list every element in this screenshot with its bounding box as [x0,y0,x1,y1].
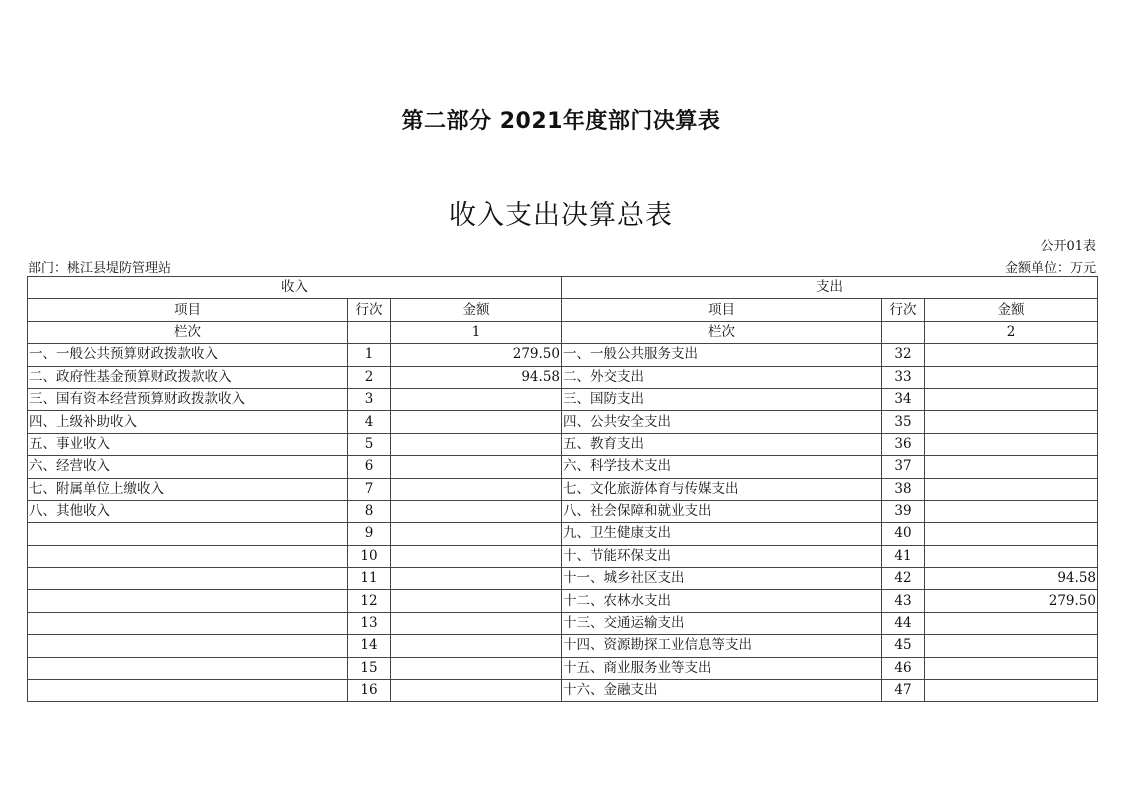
table-row [28,523,1098,545]
expense-item-cell: 十六、金融支出 [562,680,882,702]
expense-item-cell: 十三、交通运输支出 [562,612,882,634]
expense-item-cell: 十二、农林水支出 [562,590,882,612]
income-item-cell [28,680,348,702]
income-line-cell: 14 [348,635,391,657]
expense-amount-cell [925,433,1098,455]
income-amount-cell [391,657,562,679]
income-item-cell [28,657,348,679]
table-sequence-row [28,321,1098,343]
table-row [28,568,1098,590]
income-item-cell: 八、其他收入 [28,500,348,522]
income-line-cell: 9 [348,523,391,545]
expense-amount-cell [925,680,1098,702]
income-amount-cell [391,478,562,500]
income-amount-cell [391,590,562,612]
income-item-cell: 六、经营收入 [28,456,348,478]
expense-amount-cell [925,635,1098,657]
expense-line-cell: 45 [882,635,925,657]
income-item-cell: 七、附属单位上缴收入 [28,478,348,500]
table-section-header-row [28,277,1098,299]
income-line-cell: 10 [348,545,391,567]
table-row [28,411,1098,433]
income-item-cell [28,568,348,590]
table-column-header-row [28,299,1098,321]
table-row [28,478,1098,500]
table-row [28,680,1098,702]
expense-amount-column-header: 金额 [925,299,1098,321]
expense-amount-cell [925,657,1098,679]
table-row [28,657,1098,679]
income-amount-cell: 94.58 [391,366,562,388]
unit-label: 金额单位：万元 [1004,261,1096,276]
expense-sequence-number: 2 [925,321,1098,343]
expense-line-column-header: 行次 [882,299,925,321]
expense-amount-cell [925,411,1098,433]
income-line-cell: 7 [348,478,391,500]
expense-section-header: 支出 [562,277,1098,299]
income-line-cell: 6 [348,456,391,478]
income-amount-cell: 279.50 [391,344,562,366]
expense-item-cell: 十五、商业服务业等支出 [562,657,882,679]
expense-line-cell: 44 [882,612,925,634]
income-item-cell [28,590,348,612]
income-amount-cell [391,545,562,567]
expense-line-cell: 38 [882,478,925,500]
income-line-cell: 11 [348,568,391,590]
table-row [28,545,1098,567]
table-row [28,366,1098,388]
expense-item-cell: 九、卫生健康支出 [562,523,882,545]
expense-amount-cell [925,523,1098,545]
table-row [28,635,1098,657]
table-row [28,456,1098,478]
expense-item-cell: 八、社会保障和就业支出 [562,500,882,522]
income-item-cell: 一、一般公共预算财政拨款收入 [28,344,348,366]
income-section-header: 收入 [28,277,562,299]
expense-amount-cell: 94.58 [925,568,1098,590]
table-row [28,500,1098,522]
income-line-cell: 3 [348,388,391,410]
table-row [28,590,1098,612]
expense-line-cell: 35 [882,411,925,433]
income-line-cell: 8 [348,500,391,522]
expense-line-cell: 42 [882,568,925,590]
income-item-cell [28,612,348,634]
income-amount-cell [391,635,562,657]
table-row [28,433,1098,455]
department-label: 部门：桃江县堤防管理站 [28,261,172,276]
income-sequence-number: 1 [391,321,562,343]
expense-sequence-line-cell [882,321,925,343]
income-item-cell [28,545,348,567]
expense-amount-cell [925,388,1098,410]
table-row [28,344,1098,366]
expense-item-column-header: 项目 [562,299,882,321]
income-amount-cell [391,612,562,634]
expense-amount-cell [925,612,1098,634]
expense-amount-cell: 279.50 [925,590,1098,612]
income-item-cell [28,523,348,545]
expense-line-cell: 40 [882,523,925,545]
expense-item-cell: 十、节能环保支出 [562,545,882,567]
expense-item-cell: 六、科学技术支出 [562,456,882,478]
income-amount-cell [391,411,562,433]
expense-item-cell: 五、教育支出 [562,433,882,455]
income-line-cell: 5 [348,433,391,455]
expense-item-cell: 二、外交支出 [562,366,882,388]
income-line-cell: 12 [348,590,391,612]
income-amount-cell [391,568,562,590]
part-title: 第二部分 2021年度部门决算表 [401,109,721,134]
income-sequence-line-cell [348,321,391,343]
income-line-cell: 13 [348,612,391,634]
expense-line-cell: 37 [882,456,925,478]
income-item-cell: 五、事业收入 [28,433,348,455]
expense-line-cell: 33 [882,366,925,388]
income-line-cell: 4 [348,411,391,433]
expense-item-cell: 十一、城乡社区支出 [562,568,882,590]
income-line-cell: 2 [348,366,391,388]
income-item-cell: 二、政府性基金预算财政拨款收入 [28,366,348,388]
expense-amount-cell [925,344,1098,366]
expense-line-cell: 43 [882,590,925,612]
income-amount-cell [391,388,562,410]
expense-line-cell: 46 [882,657,925,679]
expense-item-cell: 七、文化旅游体育与传媒支出 [562,478,882,500]
expense-amount-cell [925,500,1098,522]
income-item-cell [28,635,348,657]
form-code: 公开01表 [1040,239,1096,254]
income-expense-table [27,276,1098,702]
expense-item-cell: 十四、资源勘探工业信息等支出 [562,635,882,657]
expense-amount-cell [925,478,1098,500]
income-amount-cell [391,433,562,455]
income-amount-cell [391,500,562,522]
expense-line-cell: 47 [882,680,925,702]
expense-line-cell: 36 [882,433,925,455]
expense-amount-cell [925,545,1098,567]
income-sequence-label: 栏次 [28,321,348,343]
income-amount-column-header: 金额 [391,299,562,321]
income-line-cell: 16 [348,680,391,702]
expense-item-cell: 四、公共安全支出 [562,411,882,433]
income-amount-cell [391,680,562,702]
expense-amount-cell [925,456,1098,478]
expense-line-cell: 39 [882,500,925,522]
table-row [28,612,1098,634]
table-title: 收入支出决算总表 [449,200,673,231]
expense-line-cell: 32 [882,344,925,366]
expense-line-cell: 41 [882,545,925,567]
income-item-column-header: 项目 [28,299,348,321]
income-item-cell: 三、国有资本经营预算财政拨款收入 [28,388,348,410]
income-line-column-header: 行次 [348,299,391,321]
income-amount-cell [391,456,562,478]
expense-line-cell: 34 [882,388,925,410]
income-line-cell: 15 [348,657,391,679]
expense-item-cell: 三、国防支出 [562,388,882,410]
table-row [28,388,1098,410]
expense-sequence-label: 栏次 [562,321,882,343]
income-item-cell: 四、上级补助收入 [28,411,348,433]
expense-item-cell: 一、一般公共服务支出 [562,344,882,366]
expense-amount-cell [925,366,1098,388]
income-amount-cell [391,523,562,545]
income-line-cell: 1 [348,344,391,366]
